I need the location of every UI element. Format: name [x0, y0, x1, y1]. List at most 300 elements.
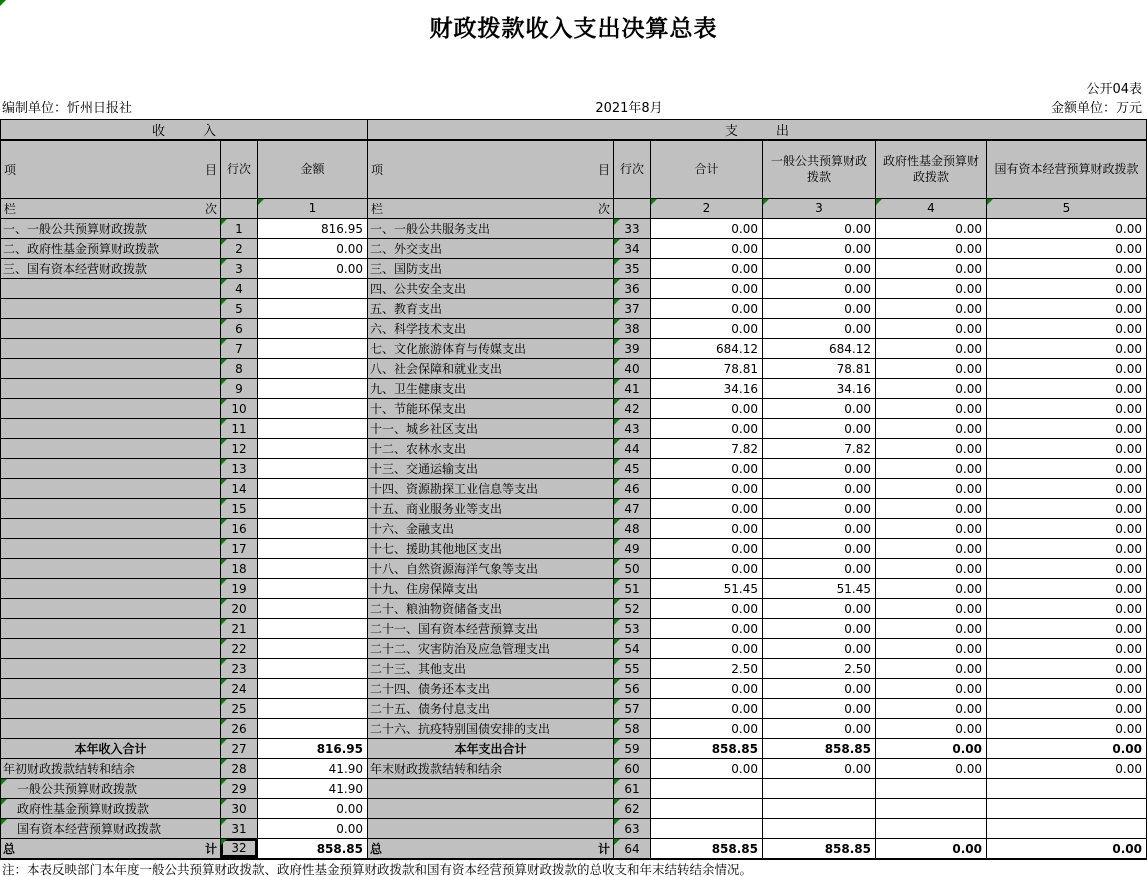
value-cell[interactable]	[876, 659, 987, 679]
value-cell[interactable]	[987, 379, 1146, 399]
item-cell[interactable]	[368, 759, 614, 779]
value-cell[interactable]	[651, 579, 763, 599]
line-no-cell[interactable]	[614, 619, 651, 639]
line-no-cell[interactable]	[614, 819, 651, 839]
value-cell[interactable]	[651, 319, 763, 339]
value-cell[interactable]	[651, 779, 763, 799]
line-no-cell[interactable]	[614, 679, 651, 699]
value-cell[interactable]	[763, 779, 876, 799]
value-cell[interactable]	[651, 379, 763, 399]
line-no-cell[interactable]	[221, 239, 258, 259]
amount-cell[interactable]	[258, 279, 368, 299]
line-no-cell[interactable]	[221, 819, 258, 839]
item-cell[interactable]	[368, 379, 614, 399]
value-cell[interactable]	[876, 519, 987, 539]
amount-cell[interactable]	[258, 379, 368, 399]
value-cell[interactable]	[987, 719, 1146, 739]
line-no-cell[interactable]	[221, 219, 258, 239]
item-cell[interactable]	[1, 539, 221, 559]
item-cell[interactable]	[368, 339, 614, 359]
expenditure-gov-fund-header[interactable]: 政府性基金预算财政拨款	[876, 141, 987, 198]
item-cell[interactable]	[368, 399, 614, 419]
line-no-cell[interactable]	[221, 339, 258, 359]
expenditure-colnum-label[interactable]: 栏 次	[368, 199, 614, 218]
amount-cell[interactable]	[258, 359, 368, 379]
amount-cell[interactable]	[258, 539, 368, 559]
amount-cell[interactable]	[258, 339, 368, 359]
value-cell[interactable]	[763, 519, 876, 539]
value-cell[interactable]	[876, 779, 987, 799]
line-no-cell[interactable]	[221, 619, 258, 639]
value-cell[interactable]	[651, 819, 763, 839]
line-no-cell[interactable]	[614, 439, 651, 459]
amount-cell[interactable]	[258, 479, 368, 499]
amount-cell[interactable]	[258, 639, 368, 659]
value-cell[interactable]	[763, 759, 876, 779]
value-cell[interactable]	[763, 579, 876, 599]
value-cell[interactable]	[876, 299, 987, 319]
value-cell[interactable]	[651, 599, 763, 619]
expenditure-colnum-3[interactable]: 3	[763, 199, 876, 218]
line-no-cell[interactable]	[614, 799, 651, 819]
item-cell[interactable]	[1, 419, 221, 439]
line-no-cell[interactable]	[221, 739, 258, 759]
item-cell[interactable]	[368, 559, 614, 579]
item-cell[interactable]	[368, 779, 614, 799]
value-cell[interactable]	[876, 799, 987, 819]
item-cell[interactable]	[1, 379, 221, 399]
value-cell[interactable]	[987, 279, 1146, 299]
item-cell[interactable]	[368, 679, 614, 699]
item-cell[interactable]	[368, 719, 614, 739]
item-cell[interactable]	[368, 359, 614, 379]
item-cell[interactable]	[368, 739, 614, 759]
item-cell[interactable]	[368, 579, 614, 599]
value-cell[interactable]	[763, 339, 876, 359]
value-cell[interactable]	[876, 599, 987, 619]
value-cell[interactable]	[763, 599, 876, 619]
value-cell[interactable]	[876, 279, 987, 299]
value-cell[interactable]	[987, 259, 1146, 279]
expenditure-colnum-blank[interactable]	[614, 199, 651, 218]
item-cell[interactable]	[1, 739, 221, 759]
value-cell[interactable]	[651, 759, 763, 779]
value-cell[interactable]	[987, 739, 1146, 759]
item-cell[interactable]	[368, 239, 614, 259]
line-no-cell[interactable]	[614, 639, 651, 659]
amount-cell[interactable]	[258, 819, 368, 839]
income-item-header[interactable]: 项 目	[1, 141, 221, 198]
line-no-cell[interactable]	[614, 379, 651, 399]
value-cell[interactable]	[876, 359, 987, 379]
line-no-cell[interactable]	[221, 379, 258, 399]
value-cell[interactable]	[651, 539, 763, 559]
line-no-cell[interactable]	[614, 519, 651, 539]
amount-cell[interactable]	[258, 219, 368, 239]
line-no-cell[interactable]	[614, 359, 651, 379]
item-cell[interactable]	[368, 279, 614, 299]
value-cell[interactable]	[987, 639, 1146, 659]
value-cell[interactable]	[763, 639, 876, 659]
value-cell[interactable]	[763, 619, 876, 639]
value-cell[interactable]	[987, 219, 1146, 239]
value-cell[interactable]	[763, 419, 876, 439]
value-cell[interactable]	[651, 739, 763, 759]
value-cell[interactable]	[987, 779, 1146, 799]
value-cell[interactable]	[763, 679, 876, 699]
line-no-cell[interactable]	[221, 779, 258, 799]
value-cell[interactable]	[763, 439, 876, 459]
value-cell[interactable]	[763, 379, 876, 399]
value-cell[interactable]	[987, 299, 1146, 319]
item-cell[interactable]	[1, 799, 221, 819]
line-no-cell[interactable]	[221, 579, 258, 599]
value-cell[interactable]	[876, 239, 987, 259]
item-cell[interactable]	[368, 219, 614, 239]
value-cell[interactable]	[763, 359, 876, 379]
expenditure-section-header[interactable]	[368, 120, 1146, 139]
line-no-cell[interactable]	[614, 259, 651, 279]
value-cell[interactable]	[876, 719, 987, 739]
item-cell[interactable]	[1, 599, 221, 619]
amount-cell[interactable]	[258, 439, 368, 459]
value-cell[interactable]	[876, 679, 987, 699]
expenditure-item-header[interactable]: 项 目	[368, 141, 614, 198]
value-cell[interactable]	[651, 699, 763, 719]
line-no-cell[interactable]	[614, 559, 651, 579]
expenditure-colnum-5[interactable]: 5	[987, 199, 1146, 218]
item-cell[interactable]	[1, 519, 221, 539]
value-cell[interactable]	[763, 539, 876, 559]
expenditure-general-budget-header[interactable]: 一般公共预算财政拨款	[763, 141, 876, 198]
item-cell[interactable]	[368, 419, 614, 439]
value-cell[interactable]	[987, 499, 1146, 519]
value-cell[interactable]	[876, 339, 987, 359]
item-cell[interactable]	[1, 479, 221, 499]
value-cell[interactable]	[651, 519, 763, 539]
value-cell[interactable]	[987, 239, 1146, 259]
item-cell[interactable]	[1, 819, 221, 839]
amount-cell[interactable]	[258, 579, 368, 599]
line-no-cell[interactable]	[221, 639, 258, 659]
item-cell[interactable]	[1, 679, 221, 699]
amount-cell[interactable]	[258, 839, 368, 859]
value-cell[interactable]	[651, 419, 763, 439]
item-cell[interactable]	[368, 619, 614, 639]
value-cell[interactable]	[763, 499, 876, 519]
amount-cell[interactable]	[258, 699, 368, 719]
line-no-cell[interactable]	[614, 739, 651, 759]
expenditure-colnum-4[interactable]: 4	[876, 199, 987, 218]
amount-cell[interactable]	[258, 719, 368, 739]
value-cell[interactable]	[876, 539, 987, 559]
item-cell[interactable]	[368, 699, 614, 719]
value-cell[interactable]	[651, 259, 763, 279]
item-cell[interactable]	[1, 259, 221, 279]
line-no-cell[interactable]	[221, 359, 258, 379]
income-colnum-label[interactable]: 栏 次	[1, 199, 221, 218]
value-cell[interactable]	[987, 319, 1146, 339]
item-cell[interactable]	[1, 659, 221, 679]
value-cell[interactable]	[876, 579, 987, 599]
amount-cell[interactable]	[258, 759, 368, 779]
value-cell[interactable]	[987, 539, 1146, 559]
line-no-cell[interactable]	[614, 839, 651, 859]
line-no-cell[interactable]	[221, 759, 258, 779]
line-no-cell[interactable]	[221, 719, 258, 739]
value-cell[interactable]	[876, 459, 987, 479]
line-no-cell[interactable]	[614, 659, 651, 679]
value-cell[interactable]	[987, 459, 1146, 479]
value-cell[interactable]	[763, 799, 876, 819]
value-cell[interactable]	[763, 559, 876, 579]
value-cell[interactable]	[987, 519, 1146, 539]
item-cell[interactable]	[1, 499, 221, 519]
expenditure-total-header[interactable]: 合计	[651, 141, 763, 198]
value-cell[interactable]	[987, 839, 1146, 859]
item-cell[interactable]	[368, 319, 614, 339]
expenditure-line-no-header[interactable]: 行次	[614, 141, 651, 198]
value-cell[interactable]	[987, 579, 1146, 599]
item-cell[interactable]	[368, 259, 614, 279]
amount-cell[interactable]	[258, 259, 368, 279]
item-cell[interactable]	[1, 779, 221, 799]
value-cell[interactable]	[763, 739, 876, 759]
value-cell[interactable]	[651, 659, 763, 679]
value-cell[interactable]	[763, 399, 876, 419]
value-cell[interactable]	[987, 659, 1146, 679]
value-cell[interactable]	[651, 799, 763, 819]
value-cell[interactable]	[763, 219, 876, 239]
value-cell[interactable]	[651, 679, 763, 699]
line-no-cell[interactable]	[221, 319, 258, 339]
expenditure-colnum-2[interactable]: 2	[651, 199, 763, 218]
line-no-cell[interactable]	[221, 659, 258, 679]
value-cell[interactable]	[876, 839, 987, 859]
item-cell[interactable]	[1, 319, 221, 339]
value-cell[interactable]	[651, 559, 763, 579]
item-cell[interactable]	[368, 599, 614, 619]
line-no-cell[interactable]	[221, 279, 258, 299]
value-cell[interactable]	[651, 439, 763, 459]
value-cell[interactable]	[763, 279, 876, 299]
line-no-cell[interactable]	[614, 479, 651, 499]
line-no-cell[interactable]	[614, 219, 651, 239]
income-colnum-1[interactable]: 1	[258, 199, 368, 218]
value-cell[interactable]	[763, 819, 876, 839]
line-no-cell[interactable]	[221, 539, 258, 559]
value-cell[interactable]	[651, 479, 763, 499]
item-cell[interactable]	[1, 639, 221, 659]
value-cell[interactable]	[987, 419, 1146, 439]
item-cell[interactable]	[1, 279, 221, 299]
line-no-cell[interactable]	[221, 259, 258, 279]
value-cell[interactable]	[876, 479, 987, 499]
line-no-cell[interactable]	[221, 679, 258, 699]
value-cell[interactable]	[876, 699, 987, 719]
value-cell[interactable]	[876, 439, 987, 459]
value-cell[interactable]	[651, 399, 763, 419]
amount-cell[interactable]	[258, 559, 368, 579]
amount-cell[interactable]	[258, 659, 368, 679]
value-cell[interactable]	[987, 599, 1146, 619]
value-cell[interactable]	[651, 719, 763, 739]
item-cell[interactable]	[368, 799, 614, 819]
item-cell[interactable]	[1, 459, 221, 479]
value-cell[interactable]	[763, 719, 876, 739]
line-no-cell[interactable]	[614, 339, 651, 359]
line-no-cell[interactable]	[614, 779, 651, 799]
expenditure-state-capital-header[interactable]: 国有资本经营预算财政拨款	[987, 141, 1146, 198]
amount-cell[interactable]	[258, 799, 368, 819]
value-cell[interactable]	[651, 459, 763, 479]
value-cell[interactable]	[876, 419, 987, 439]
item-cell[interactable]	[1, 239, 221, 259]
line-no-cell[interactable]	[221, 799, 258, 819]
line-no-cell[interactable]	[614, 299, 651, 319]
item-cell[interactable]	[368, 459, 614, 479]
value-cell[interactable]	[987, 439, 1146, 459]
item-cell[interactable]	[1, 339, 221, 359]
amount-cell[interactable]	[258, 419, 368, 439]
amount-cell[interactable]	[258, 499, 368, 519]
value-cell[interactable]	[987, 799, 1146, 819]
value-cell[interactable]	[876, 819, 987, 839]
line-no-cell[interactable]	[221, 399, 258, 419]
value-cell[interactable]	[651, 359, 763, 379]
amount-cell[interactable]	[258, 399, 368, 419]
amount-cell[interactable]	[258, 679, 368, 699]
value-cell[interactable]	[876, 639, 987, 659]
line-no-cell[interactable]	[221, 839, 258, 859]
line-no-cell[interactable]	[614, 699, 651, 719]
value-cell[interactable]	[987, 359, 1146, 379]
value-cell[interactable]	[763, 299, 876, 319]
item-cell[interactable]	[1, 299, 221, 319]
amount-cell[interactable]	[258, 779, 368, 799]
value-cell[interactable]	[651, 219, 763, 239]
value-cell[interactable]	[987, 759, 1146, 779]
value-cell[interactable]	[651, 839, 763, 859]
value-cell[interactable]	[651, 239, 763, 259]
line-no-cell[interactable]	[614, 499, 651, 519]
amount-cell[interactable]	[258, 459, 368, 479]
value-cell[interactable]	[987, 819, 1146, 839]
line-no-cell[interactable]	[221, 439, 258, 459]
value-cell[interactable]	[987, 339, 1146, 359]
value-cell[interactable]	[987, 699, 1146, 719]
item-cell[interactable]	[368, 479, 614, 499]
line-no-cell[interactable]	[221, 419, 258, 439]
value-cell[interactable]	[987, 399, 1146, 419]
value-cell[interactable]	[876, 559, 987, 579]
item-cell[interactable]	[1, 439, 221, 459]
value-cell[interactable]	[763, 699, 876, 719]
value-cell[interactable]	[651, 299, 763, 319]
value-cell[interactable]	[651, 499, 763, 519]
value-cell[interactable]	[651, 639, 763, 659]
value-cell[interactable]	[651, 619, 763, 639]
line-no-cell[interactable]	[221, 699, 258, 719]
item-cell[interactable]	[368, 519, 614, 539]
income-colnum-blank[interactable]	[221, 199, 258, 218]
item-cell[interactable]	[368, 839, 614, 859]
line-no-cell[interactable]	[614, 399, 651, 419]
item-cell[interactable]	[1, 839, 221, 859]
amount-cell[interactable]	[258, 519, 368, 539]
value-cell[interactable]	[987, 679, 1146, 699]
item-cell[interactable]	[1, 619, 221, 639]
line-no-cell[interactable]	[221, 299, 258, 319]
item-cell[interactable]	[368, 639, 614, 659]
income-line-no-header[interactable]: 行次	[221, 141, 258, 198]
value-cell[interactable]	[763, 839, 876, 859]
value-cell[interactable]	[987, 559, 1146, 579]
line-no-cell[interactable]	[221, 459, 258, 479]
value-cell[interactable]	[763, 319, 876, 339]
item-cell[interactable]	[1, 559, 221, 579]
line-no-cell[interactable]	[614, 579, 651, 599]
line-no-cell[interactable]	[614, 759, 651, 779]
value-cell[interactable]	[987, 479, 1146, 499]
item-cell[interactable]	[1, 759, 221, 779]
value-cell[interactable]	[876, 259, 987, 279]
value-cell[interactable]	[876, 399, 987, 419]
item-cell[interactable]	[1, 359, 221, 379]
line-no-cell[interactable]	[614, 419, 651, 439]
item-cell[interactable]	[1, 579, 221, 599]
value-cell[interactable]	[763, 459, 876, 479]
line-no-cell[interactable]	[614, 539, 651, 559]
line-no-cell[interactable]	[221, 599, 258, 619]
value-cell[interactable]	[876, 319, 987, 339]
line-no-cell[interactable]	[614, 459, 651, 479]
value-cell[interactable]	[763, 479, 876, 499]
value-cell[interactable]	[876, 219, 987, 239]
item-cell[interactable]	[1, 699, 221, 719]
value-cell[interactable]	[876, 379, 987, 399]
item-cell[interactable]	[1, 219, 221, 239]
income-section-header[interactable]	[1, 120, 368, 139]
value-cell[interactable]	[763, 239, 876, 259]
line-no-cell[interactable]	[221, 479, 258, 499]
value-cell[interactable]	[763, 659, 876, 679]
item-cell[interactable]	[368, 659, 614, 679]
amount-cell[interactable]	[258, 739, 368, 759]
value-cell[interactable]	[651, 339, 763, 359]
amount-cell[interactable]	[258, 299, 368, 319]
item-cell[interactable]	[1, 719, 221, 739]
amount-cell[interactable]	[258, 599, 368, 619]
item-cell[interactable]	[368, 499, 614, 519]
item-cell[interactable]	[368, 299, 614, 319]
line-no-cell[interactable]	[221, 559, 258, 579]
income-amount-header[interactable]: 金额	[258, 141, 368, 198]
line-no-cell[interactable]	[614, 599, 651, 619]
amount-cell[interactable]	[258, 619, 368, 639]
line-no-cell[interactable]	[614, 239, 651, 259]
line-no-cell[interactable]	[614, 319, 651, 339]
item-cell[interactable]	[368, 439, 614, 459]
value-cell[interactable]	[876, 619, 987, 639]
line-no-cell[interactable]	[614, 719, 651, 739]
line-no-cell[interactable]	[221, 519, 258, 539]
item-cell[interactable]	[368, 539, 614, 559]
item-cell[interactable]	[1, 399, 221, 419]
value-cell[interactable]	[763, 259, 876, 279]
line-no-cell[interactable]	[221, 499, 258, 519]
item-cell[interactable]	[368, 819, 614, 839]
